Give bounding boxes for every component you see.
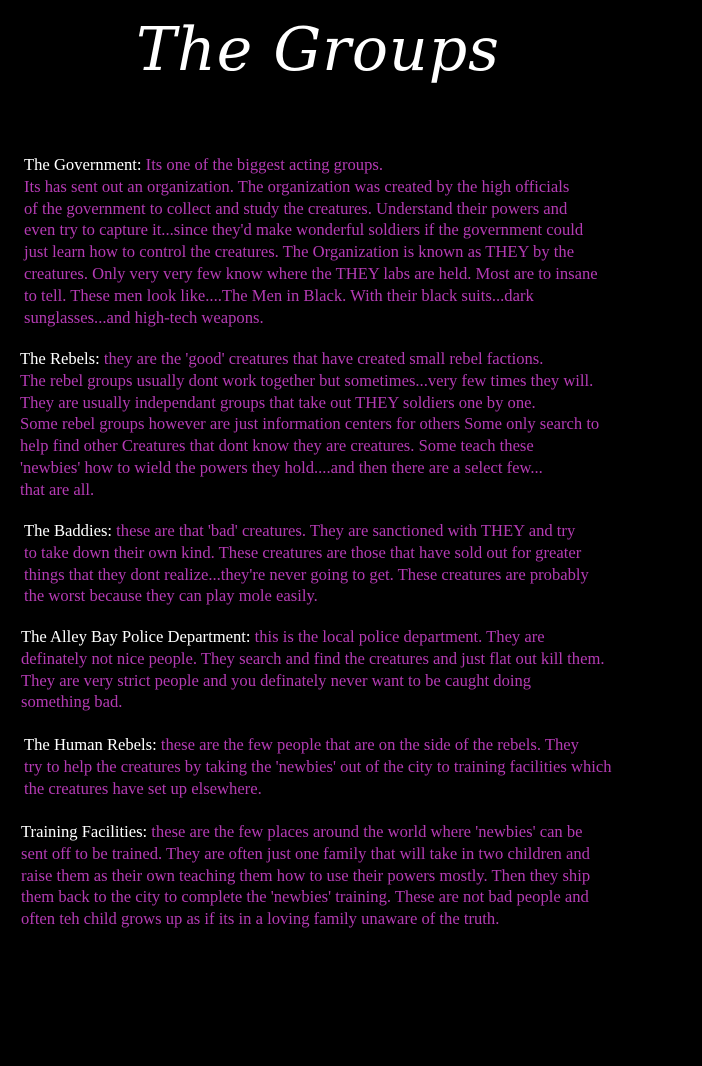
section-text: Its one of the biggest acting groups. Its has sent out an organization. The organization was created by the high officials of the government to collect and study the creatures. Understand their powers and even try to capture it...since they'd make wonderful soldiers if the government could just learn how to control the creatures. The Organization is known as THEY by the creatures. Only very very few know where the THEY labs are held. Most are to insane to tell. These men look like....The Men in Black. With their black suits...dark sunglasses...and high-tech weapons. bbox=[24, 155, 598, 327]
section-government bbox=[24, 154, 696, 328]
section-baddies bbox=[24, 520, 696, 607]
page-title bbox=[0, 8, 702, 88]
title-script bbox=[0, 8, 702, 88]
section-label: Training Facilities: bbox=[21, 822, 148, 841]
section-label: The Rebels: bbox=[20, 349, 100, 368]
section-label: The Government: bbox=[24, 155, 142, 174]
section-text: these are the few places around the world where 'newbies' can be sent off to be trained. They are often just one family that will take in two children and raise them as their own teaching them how to use their powers mostly. Then they ship them back to the city to complete the 'newbies' training. These are not bad people and often teh child grows up as if its in a loving family unaware of the truth. bbox=[21, 822, 591, 929]
section-training-facilities bbox=[21, 821, 693, 930]
section-text: these are that 'bad' creatures. They are sanctioned with THEY and try to take down their own kind. These creatures are those that have sold out for greater things that they dont realize...they're never going to get. These creatures are probably the worst because they can play mole easily. bbox=[24, 521, 589, 606]
section-rebels bbox=[20, 348, 692, 501]
section-police-department bbox=[21, 626, 693, 713]
section-human-rebels bbox=[24, 734, 696, 799]
section-text: this is the local police department. They are definately not nice people. They search and find the creatures and just flat out kill them. They are very strict people and you definately never want to be caught doing something bad. bbox=[21, 627, 605, 712]
section-label: The Alley Bay Police Department: bbox=[21, 627, 251, 646]
section-label: The Baddies: bbox=[24, 521, 113, 540]
section-label: The Human Rebels: bbox=[24, 735, 157, 754]
section-text: these are the few people that are on the side of the rebels. They try to help the creatures by taking the 'newbies' out of the city to training facilities which the creatures have set up elsewhere. bbox=[24, 735, 612, 798]
title-text: The Groups bbox=[136, 15, 500, 85]
section-text: they are the 'good' creatures that have created small rebel factions. The rebel groups usually dont work together but sometimes...very few times they will. They are usually independant groups that take out THEY soldiers one by one. Some rebel groups however are just information centers for others Some only search to help find other Creatures that dont know they are creatures. Some teach these 'newbies' how to wield the powers they hold....and then there are a select few... that are all. bbox=[20, 349, 600, 499]
